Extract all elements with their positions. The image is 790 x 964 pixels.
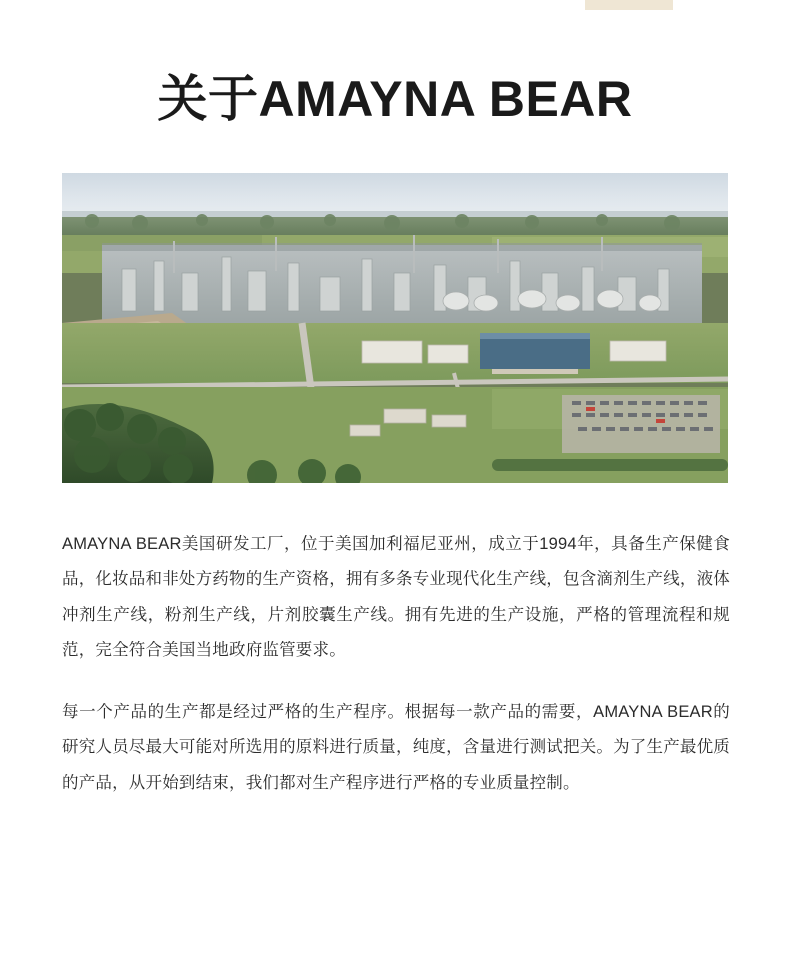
hero-image-frame: [62, 173, 728, 483]
paragraph-2: 每一个产品的生产都是经过严格的生产程序。根据每一款产品的需要，AMAYNA BEAR的研究人员尽最大可能对所选用的原料进行质量，纯度，含量进行测试把关。为了生产最优质的产品，从开始到结束，我们都对生产程序进行严格的专业质量控制。: [62, 702, 730, 792]
paragraph-1: AMAYNA BEAR美国研发工厂，位于美国加利福尼亚州，成立于1994年，具备生产保健食品，化妆品和非处方药物的生产资格，拥有多条专业现代化生产线，包含滴剂生产线，液体冲剂生产线，粉剂生产线，片剂胶囊生产线。拥有先进的生产设施，严格的管理流程和规范，完全符合美国当地政府监管要求。: [62, 535, 730, 660]
page-title: 关于AMAYNA BEAR: [157, 71, 633, 127]
about-body-text: [62, 527, 730, 801]
factory-aerial-photo: [62, 173, 728, 483]
